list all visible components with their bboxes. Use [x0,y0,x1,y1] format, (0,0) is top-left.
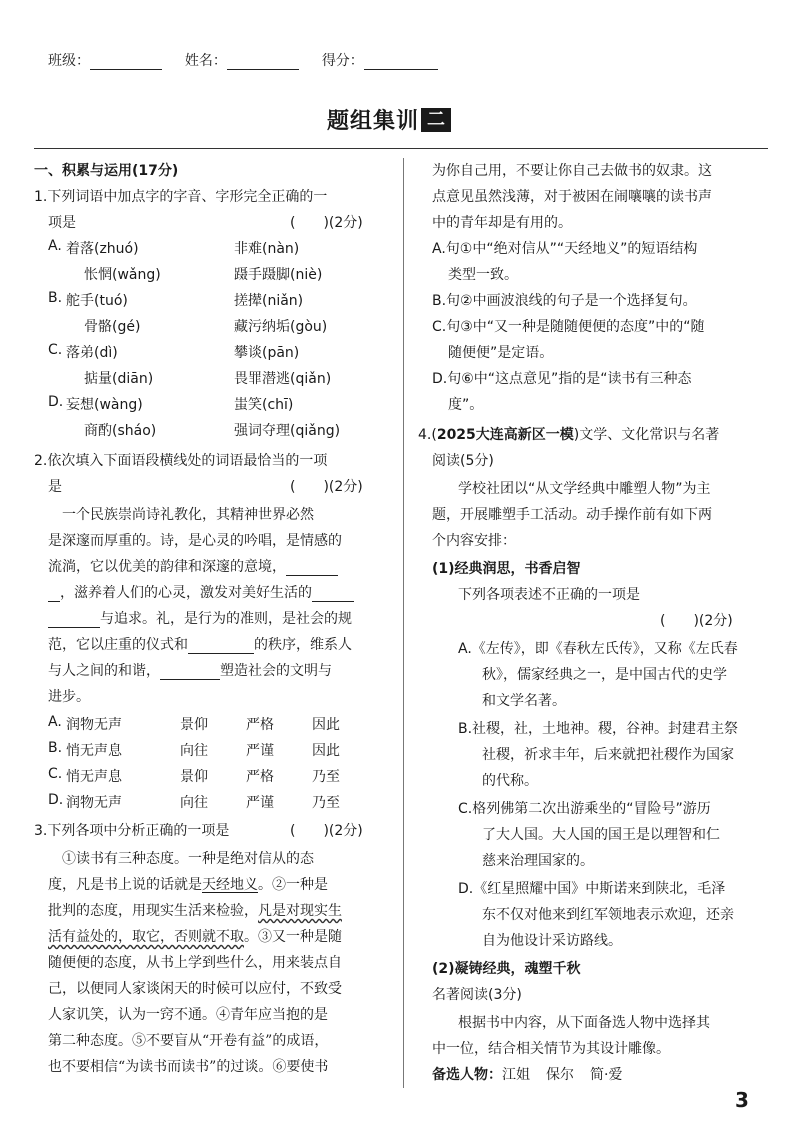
score-label: 得分： [321,53,364,69]
q2-blank-4[interactable] [160,665,220,680]
q1-answer-bracket[interactable]: ( )(2分) [290,215,363,231]
q2-passage-line3 [48,556,338,576]
q3-passage-cont-line1: 为你自己用，不要让你自己去做书的奴隶。这 [432,163,712,179]
q2-passage-line6 [48,634,352,654]
q2-option-word: 润物无声 [66,717,122,733]
q2-blank-1[interactable] [286,561,338,576]
q4-option-a-line3: 和文学名著。 [482,693,566,709]
q2-option-word: 悄无声息 [66,769,122,785]
q2-passage-line7 [48,660,332,680]
q4-task-line2: 中一位，结合相关情节为其设计雕像。 [432,1041,670,1057]
q2-blank-2[interactable] [312,587,354,602]
q1-option-d-word4: 强词夺理(qiǎng) [234,423,341,439]
q3-option-d-line1: D.句⑥中“这点意见”指的是“读书有三种态 [432,371,692,387]
title-badge: 二 [421,108,451,132]
q2-option-word: 因此 [312,743,340,759]
q3-passage-line2c: 。②一种是 [258,877,328,893]
q1-option-b-word2: 搓撵(niǎn) [234,293,304,309]
q4-intro-line1: 学校社团以“从文学经典中雕塑人物”为主 [458,481,711,497]
q2-option-word: 景仰 [180,717,208,733]
q4-source-tag: 2025大连高新区一模 [436,427,574,443]
q2-passage-line7b: 塑造社会的文明与 [220,663,332,679]
q2-option-word: 严谨 [246,795,274,811]
q1-option-a-word2: 非难(nàn) [234,241,300,257]
q4-sub-question: 下列各项表述不正确的一项是 [458,587,640,603]
q1-option-b-word4: 藏污纳垢(gòu) [234,319,328,335]
q2-blank-3[interactable] [188,639,254,654]
q3-passage-line1: ①读书有三种态度。一种是绝对信从的态 [62,851,314,867]
q1-stem-line1: 1.下列词语中加点字的字音、字形完全正确的一 [34,189,328,205]
q2-stem-line1: 2.依次填入下面语段横线处的词语最恰当的一项 [34,453,328,469]
q4-option-a-line1: A.《左传》，即《春秋左氏传》，又称《左氏春 [458,641,738,657]
page-title [327,104,451,135]
q1-option-b-word3: 骨骼(gé) [84,319,141,335]
q3-passage-line4b: 。③又一种是随 [244,929,342,945]
q2-passage-line7a: 与人之间的和谐， [48,663,160,679]
q4-option-c-line1: C.格列佛第二次出游乘坐的“冒险号”游历 [458,801,711,817]
q1-option-c-word2: 攀谈(pān) [234,345,300,361]
q2-passage-line8: 进步。 [48,689,90,705]
q1-option-a-word1: 着落(zhuó) [66,241,139,257]
q3-option-a-line1: A.句①中“绝对信从”“天经地义”的短语结构 [432,241,698,257]
q4-stem-line2: 阅读(5分) [432,453,494,469]
q4-candidates-label: 备选人物： [432,1067,502,1083]
q4-option-b-line1: B.社稷，社，土地神。稷，谷神。封建君主祭 [458,721,739,737]
q1-option-c-word3: 掂量(diān) [84,371,154,387]
q4-answer-bracket[interactable]: ( )(2分) [660,613,733,629]
q2-blank-2-cont[interactable] [48,613,100,628]
q4-option-c-line2: 了大人国。大人国的国王是以理智和仁 [482,827,720,843]
q1-option-a-label: A. [48,238,62,254]
q2-option-word: 景仰 [180,769,208,785]
q4-stem-line1 [418,424,719,444]
q1-option-c-label: C. [48,342,63,358]
q3-wavy-line-part2: 活有益处的，取它，否则就不取 [48,929,244,945]
q2-passage-line4 [48,582,354,602]
q2-option-word: 严谨 [246,743,274,759]
q4-intro-line3: 个内容安排： [432,533,516,549]
q4-stem-suffix: )文学、文化常识与名著 [573,427,720,443]
q1-stem-line2: 项是 [48,215,76,231]
q2-option-word: 向往 [180,743,208,759]
q2-answer-bracket[interactable]: ( )(2分) [290,479,363,495]
q2-option-word: 严格 [246,717,274,733]
q1-option-a-word4: 蹑手蹑脚(niè) [234,267,323,283]
q3-stem: 3.下列各项中分析正确的一项是 [34,823,230,839]
q1-option-d-word3: 商酌(sháo) [84,423,157,439]
column-divider [403,158,404,1088]
q1-option-b-word1: 舵手(tuó) [66,293,128,309]
q2-stem-line2: 是 [48,479,62,495]
student-info-header [48,50,438,70]
q2-option-word: 乃至 [312,795,340,811]
q2-passage-line5-text: 与追求。礼，是行为的准则，是社会的规 [100,611,352,627]
q3-passage-line9: 也不要相信“为读书而读书”的过谈。⑥要使书 [48,1059,329,1075]
q2-blank-1-cont[interactable] [48,587,60,602]
q4-part1-heading: (1)经典润思，书香启智 [432,561,581,577]
q3-passage-line4 [48,926,342,946]
q4-part2-heading: (2)凝铸经典，魂塑千秋 [432,961,581,977]
q2-passage-line6b: 的秩序，维系人 [254,637,352,653]
q1-option-d-label: D. [48,394,64,410]
q2-passage-line5 [48,608,352,628]
q2-option-word: 润物无声 [66,795,122,811]
q4-option-b-line3: 的代称。 [482,773,538,789]
q3-underlined-phrase: 天经地义 [202,877,258,893]
q3-option-c-line1: C.句③中“又一种是随随便便的态度”中的“随 [432,319,705,335]
q4-candidate-1: 江姐 [502,1067,530,1083]
q2-passage-line1: 一个民族崇尚诗礼教化，其精神世界必然 [62,507,314,523]
q1-option-c-word4: 畏罪潜逃(qiǎn) [234,371,332,387]
q1-option-d-word2: 蚩笑(chī) [234,397,294,413]
score-field[interactable] [364,55,438,70]
q2-passage-line4-text: ，滋养着人们的心灵，激发对美好生活的 [60,585,312,601]
q3-passage-line5: 随便便的态度，从书上学到些什么，用来装点自 [48,955,342,971]
q4-option-d-line3: 自为他设计采访路线。 [482,933,622,949]
q3-option-a-line2: 类型一致。 [448,267,518,283]
q4-option-b-line2: 社稷，祈求丰年，后来就把社稷作为国家 [482,747,734,763]
q3-passage-line3 [48,900,342,920]
q4-task-line1: 根据书中内容，从下面备选人物中选择其 [458,1015,710,1031]
q4-intro-line2: 题，开展雕塑手工活动。动手操作前有如下两 [432,507,712,523]
q2-option-word: 悄无声息 [66,743,122,759]
q3-answer-bracket[interactable]: ( )(2分) [290,823,363,839]
q1-option-c-word1: 落弟(dì) [66,345,118,361]
q2-passage-line2: 是深邃而厚重的。诗，是心灵的吟唱，是情感的 [48,533,342,549]
q2-option-label: A. [48,714,62,730]
q3-passage-line7: 人家讥笑，认为一窍不通。④青年应当抱的是 [48,1007,328,1023]
top-rule [34,148,768,149]
q3-passage-line3a: 批判的态度，用现实生活来检验， [48,903,258,919]
q4-option-a-line2: 秋》，儒家经典之一，是中国古代的史学 [482,667,727,683]
q3-option-c-line2: 随便便”是定语。 [448,345,554,361]
q3-passage-cont-line2: 点意见虽然浅薄，对于被困在闹嚷嚷的读书声 [432,189,712,205]
q4-candidate-2: 保尔 [546,1067,574,1083]
q3-option-d-line2: 度”。 [448,397,484,413]
q4-candidate-3: 简·爱 [590,1067,623,1083]
q4-candidates [432,1064,622,1084]
q1-option-b-label: B. [48,290,63,306]
q1-option-d-word1: 妄想(wàng) [66,397,143,413]
q4-option-d-line2: 东不仅对他来到红军领地表示欢迎，还亲 [482,907,734,923]
name-label: 姓名： [184,53,227,69]
title-text: 题组集训 [327,109,420,134]
class-label: 班级： [48,53,90,69]
q3-option-b: B.句②中画波浪线的句子是一个选择复句。 [432,293,697,309]
q3-wavy-line-part1: 凡是对现实生 [258,903,342,919]
q2-passage-line3-text: 流淌，它以优美的韵律和深邃的意境， [48,559,286,575]
q3-passage-cont-line3: 中的青年却是有用的。 [432,215,572,231]
q3-passage-line2 [48,874,328,894]
q2-option-label: D. [48,792,64,808]
q2-option-label: C. [48,766,63,782]
q2-option-label: B. [48,740,63,756]
q3-passage-line2a: 度，凡是书上说的话就是 [48,877,202,893]
q2-passage-line6a: 范，它以庄重的仪式和 [48,637,188,653]
q1-option-a-word3: 怅惘(wǎng) [84,267,161,283]
class-field[interactable] [90,55,162,70]
q2-option-word: 向往 [180,795,208,811]
q4-stem-prefix: 4.( [418,427,437,443]
q2-option-word: 因此 [312,717,340,733]
section-title: 一、积累与运用(17分) [34,163,179,179]
page-number: 3 [735,1088,749,1112]
q4-famous-book-label: 名著阅读(3分) [432,987,522,1003]
q2-option-word: 严格 [246,769,274,785]
q4-option-d-line1: D.《红星照耀中国》中斯诺来到陕北，毛泽 [458,881,726,897]
q3-passage-line6: 己，以便同人家谈闲天的时候可以应付，不致受 [48,981,342,997]
q3-passage-line8: 第二种态度。⑤不要盲从“开卷有益”的成语， [48,1033,329,1049]
q2-option-word: 乃至 [312,769,340,785]
name-field[interactable] [227,55,299,70]
q4-option-c-line3: 慈来治理国家的。 [482,853,594,869]
